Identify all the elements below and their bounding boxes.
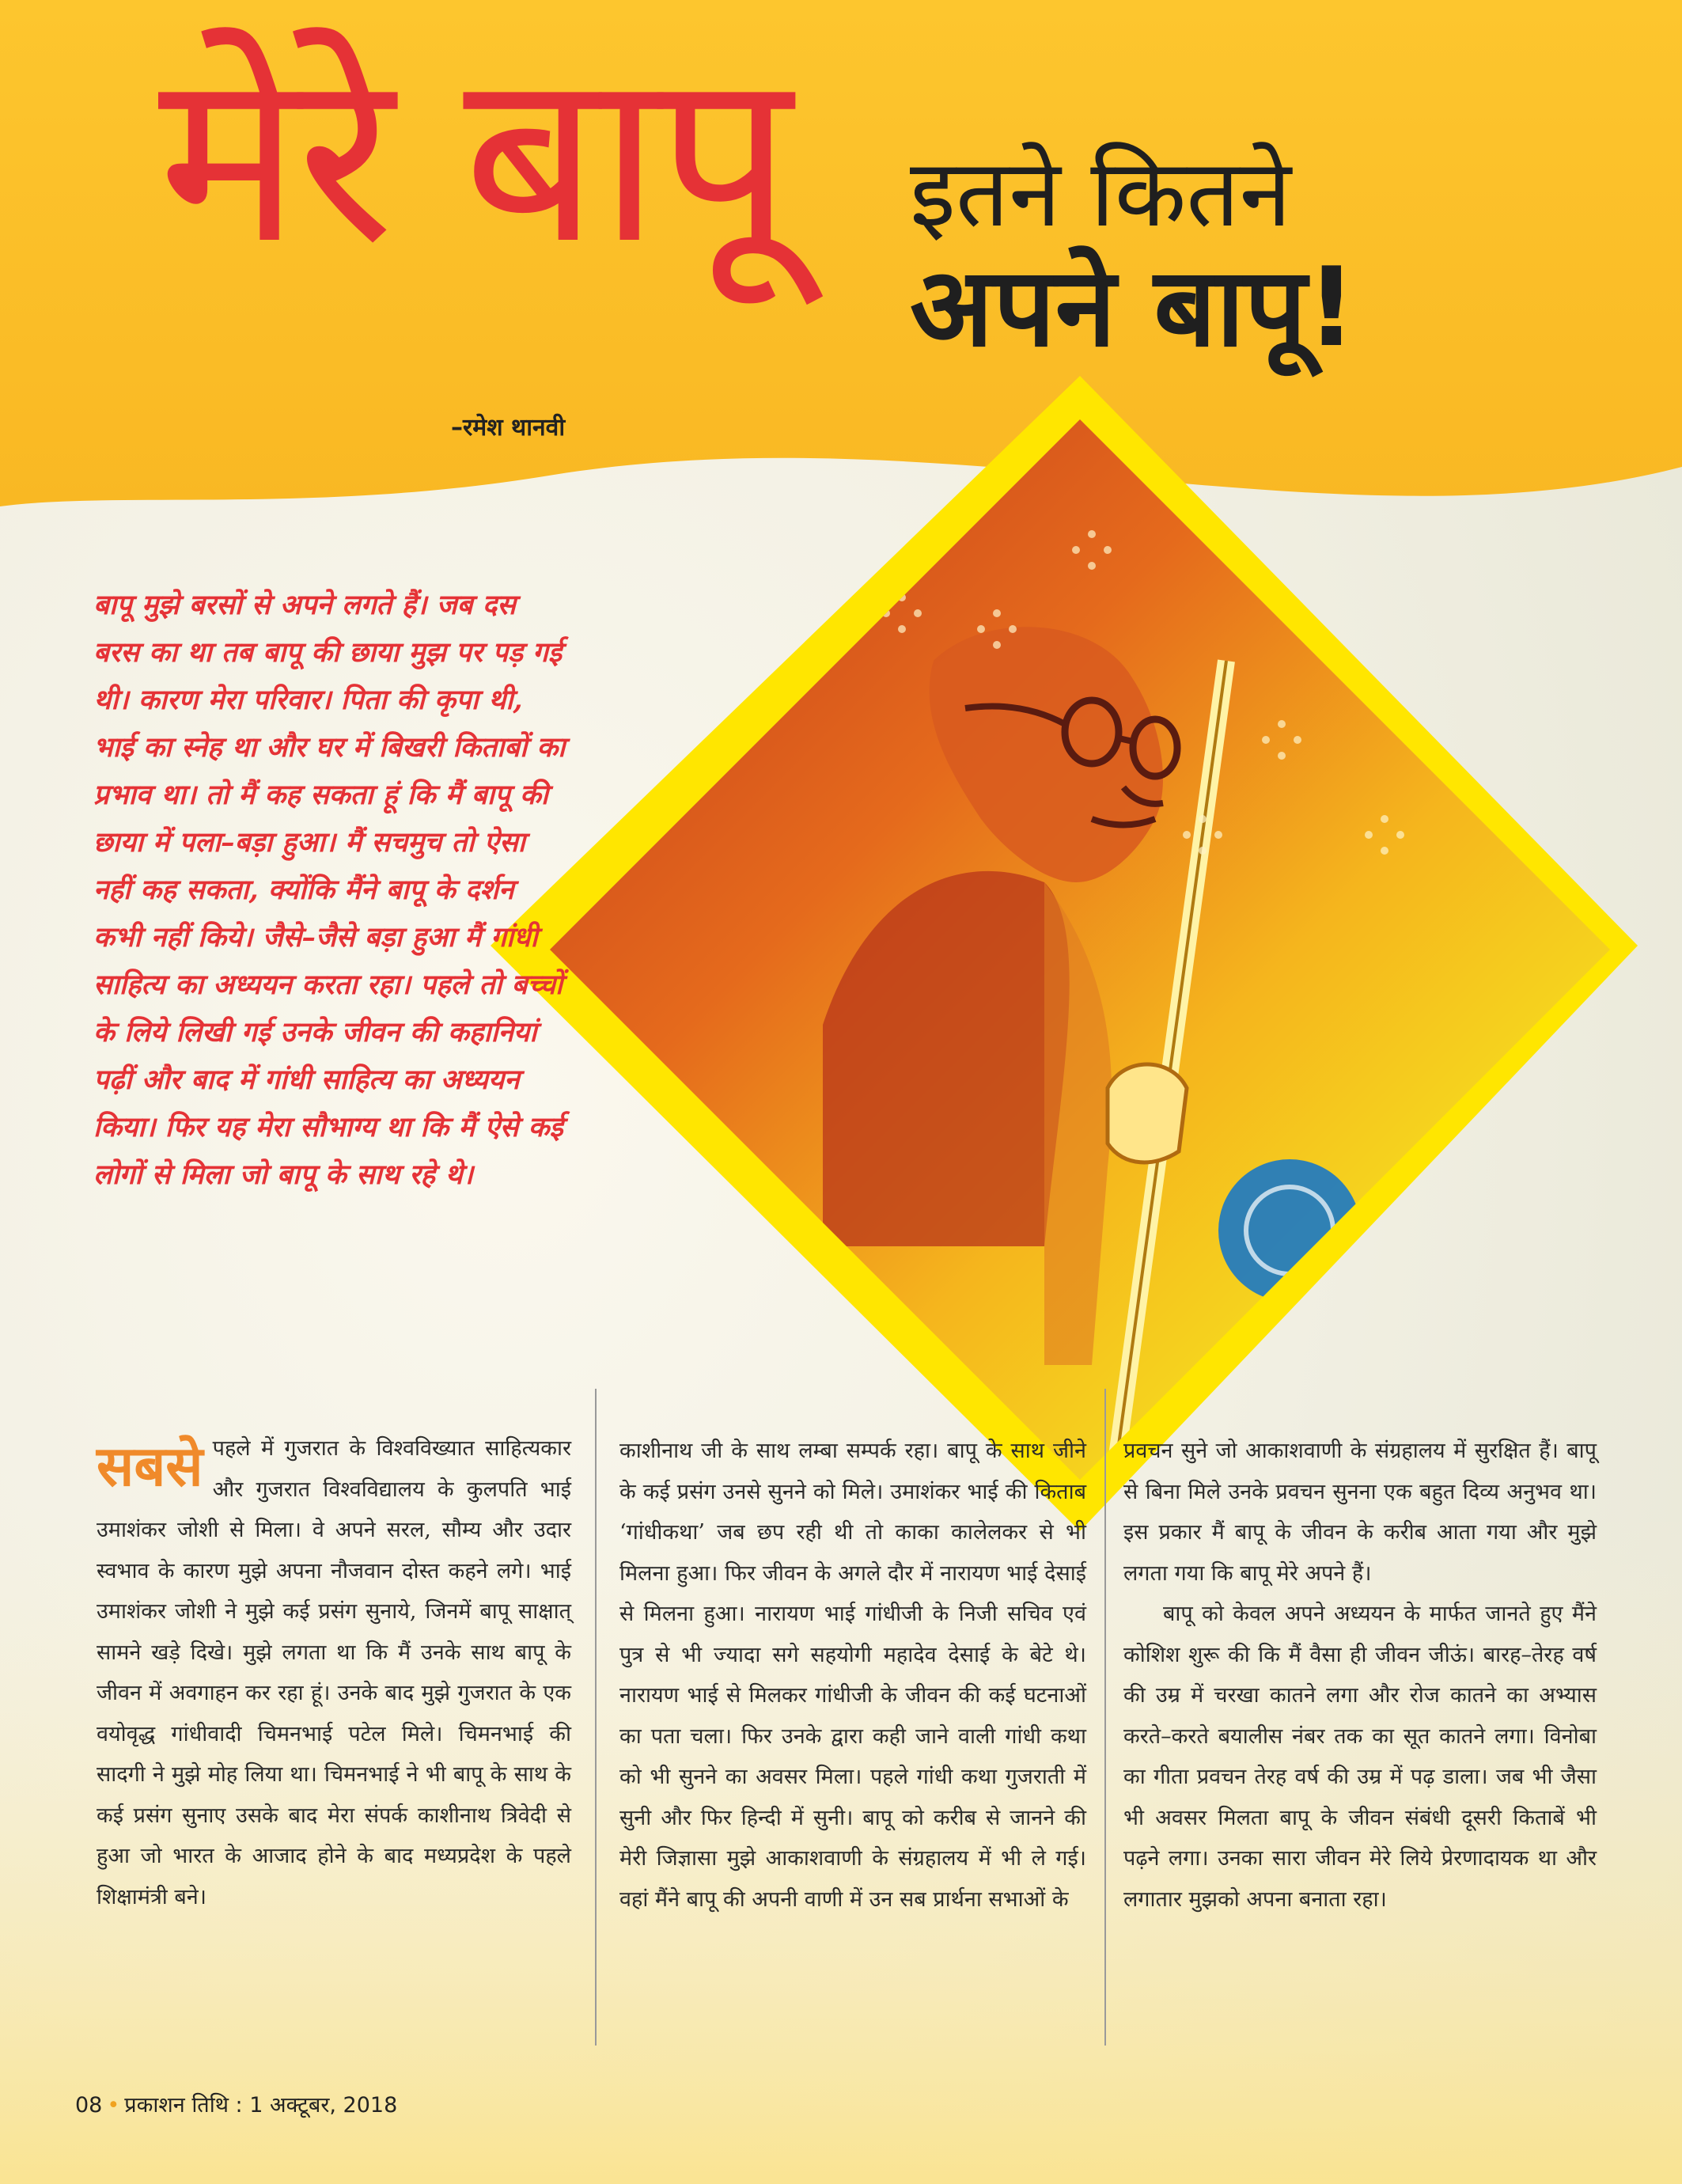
column-divider xyxy=(595,1389,597,2046)
body-column-1-text: पहले में गुजरात के विश्वविख्यात साहित्यकार और गुजरात विश्वविद्यालय के कुलपति भाई उमाशंकर जोशी से मिला। वे अपने सरल, सौम्य और उदार स्वभाव के कारण मुझे अपना नौजवान दोस्त कहने लगे। भाई उमाशंकर जोशी ने मुझे कई प्रसंग सुनाये, जिनमें बापू साक्षात् सामने खड़े दिखे। मुझे लगता था कि मैं उनके साथ बापू के जीवन में अवगाहन कर रहा हूं। उनके बाद मुझे गुजरात के एक वयोवृद्ध गांधीवादी चिमनभाई पटेल मिले। चिमनभाई की सादगी ने मुझे मोह लिया था। चिमनभाई ने भी बापू के साथ के कई प्रसंग सुनाए उसके बाद मेरा संपर्क काशीनाथ त्रिवेदी से हुआ जो भारत के आजाद होने के बाद मध्यप्रदेश के पहले शिक्षामंत्री बने। xyxy=(97,1436,571,1909)
headline-sub-line1: इतने कितने xyxy=(910,138,1292,248)
body-column-3 xyxy=(1123,1431,1597,1920)
column-divider xyxy=(1104,1389,1106,2046)
body-column-2 xyxy=(619,1431,1086,1920)
author-byline: –रमेश थानवी xyxy=(451,414,566,442)
body-column-3-para-2: बापू को केवल अपने अध्ययन के मार्फत जानते हुए मैंने कोशिश शुरू की कि मैं वैसा ही जीवन जीऊं। बारह–तेरह वर्ष की उम्र में चरखा कातने लगा और रोज कातने का अभ्यास करते–करते बयालीस नंबर तक का सूत कातने लगा। विनोबा का गीता प्रवचन तेरह वर्ष की उम्र में पढ़ डाला। जब भी जैसा भी अवसर मिलता बापू के जीवन संबंधी दूसरी किताबें भी पढ़ने लगा। उनका सारा जीवन मेरे लिये प्रेरणादायक था और लगातार मुझको अपना बनाता रहा। xyxy=(1123,1602,1597,1912)
headline-sub-line2: अपने बापू! xyxy=(910,244,1357,371)
page-footer xyxy=(75,2089,397,2118)
gandhi-portrait-icon xyxy=(491,376,1638,1531)
body-column-3-para-1: प्रवचन सुने जो आकाशवाणी के संग्रहालय में सुरक्षित हैं। बापू से बिना मिले उनके प्रवचन सुनना एक बहुत दिव्य अनुभव था। इस प्रकार मैं बापू के जीवन के करीब आता गया और मुझे लगता गया कि बापू मेरे अपने हैं। xyxy=(1123,1439,1597,1586)
footer-separator: • xyxy=(107,2093,120,2118)
dropcap-word: सबसे xyxy=(97,1434,203,1499)
headline-main: मेरे बापू xyxy=(158,20,789,296)
body-column-1 xyxy=(97,1428,571,1917)
publication-date: प्रकाशन तिथि : 1 अक्टूबर, 2018 xyxy=(124,2093,398,2118)
body-column-2-text: काशीनाथ जी के साथ लम्बा सम्पर्क रहा। बापू के साथ जीने के कई प्रसंग उनसे सुनने को मिले। उमाशंकर भाई की किताब ‘गांधीकथा’ जब छप रही थी तो काका कालेलकर से भी मिलना हुआ। फिर जीवन के अगले दौर में नारायण भाई देसाई से मिलना हुआ। नारायण भाई गांधीजी के निजी सचिव एवं पुत्र से भी ज्यादा सगे सहयोगी महादेव देसाई के बेटे थे। नारायण भाई से मिलकर गांधीजी के जीवन की कई घटनाओं का पता चला। फिर उनके द्वारा कही जाने वाली गांधी कथा को भी सुनने का अवसर मिला। पहले गांधी कथा गुजराती में सुनी और फिर हिन्दी में सुनी। बापू को करीब से जानने की मेरी जिज्ञासा मुझे आकाशवाणी के संग्रहालय में भी ले गई। वहां मैंने बापू की अपनी वाणी में उन सब प्रार्थना सभाओं के xyxy=(619,1439,1086,1912)
page-number: 08 xyxy=(75,2093,103,2118)
intro-paragraph: बापू मुझे बरसों से अपने लगते हैं। जब दस बरस का था तब बापू की छाया मुझ पर पड़ गई थी। कारण मेरा परिवार। पिता की कृपा थी, भाई का स्नेह था और घर में बिखरी किताबों का प्रभाव था। तो मैं कह सकता हूं कि मैं बापू की छाया में पला–बड़ा हुआ। मैं सचमुच तो ऐसा नहीं कह सकता, क्योंकि मैंने बापू के दर्शन कभी नहीं किये। जैसे–जैसे बड़ा हुआ मैं गांधी साहित्य का अध्ययन करता रहा। पहले तो बच्चों के लिये लिखी गई उनके जीवन की कहानियां पढ़ीं और बाद में गांधी साहित्य का अध्ययन किया। फिर यह मेरा सौभाग्य था कि मैं ऐसे कई लोगों से मिला जो बापू के साथ रहे थे। xyxy=(93,589,566,1191)
